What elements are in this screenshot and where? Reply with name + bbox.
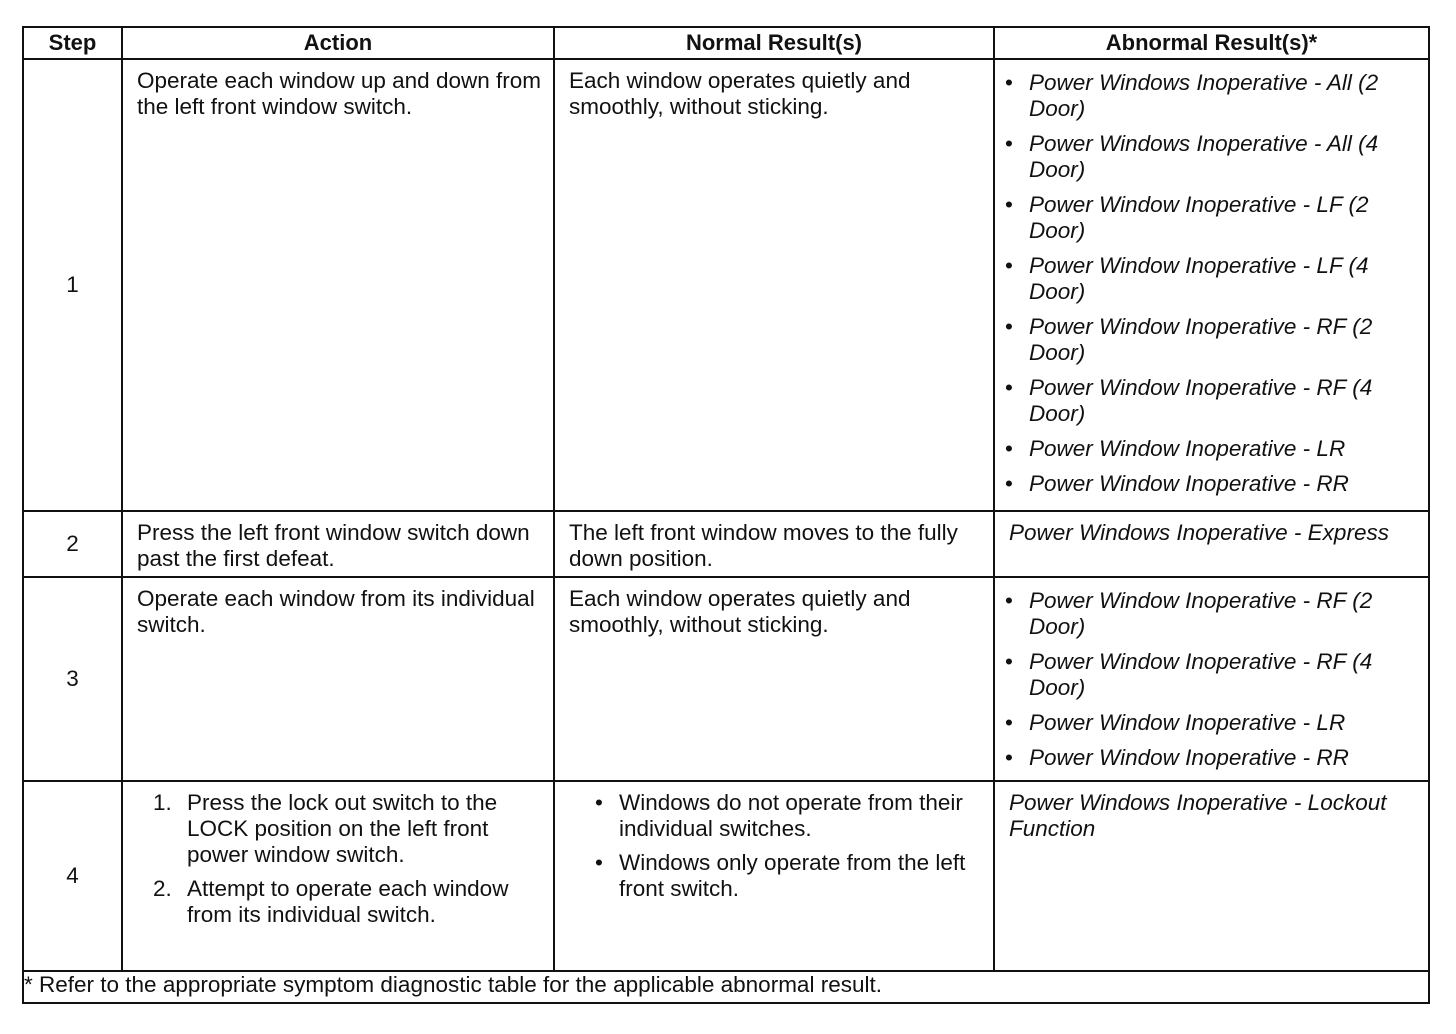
- abnormal-result-item: • Power Window Inoperative - LF (4 Door): [1029, 253, 1420, 305]
- diagnostic-table: [22, 26, 1430, 1004]
- abnormal-result-item: • Power Window Inoperative - RF (4 Door): [1029, 375, 1420, 427]
- abnormal-result-text: Power Windows Inoperative - Express: [1009, 520, 1389, 545]
- header-action: Action: [122, 27, 554, 59]
- abnormal-result-item: • Power Window Inoperative - RF (2 Door): [1029, 314, 1420, 366]
- abnormal-result-cell: [994, 511, 1429, 577]
- action-step-list: [123, 782, 553, 928]
- abnormal-result-item: • Power Window Inoperative - RR: [1029, 745, 1420, 771]
- abnormal-result-item: • Power Window Inoperative - LF (2 Door): [1029, 192, 1420, 244]
- normal-result-cell: [554, 511, 994, 577]
- footnote-row: [23, 971, 1429, 1003]
- abnormal-result-cell: [994, 781, 1429, 971]
- action-cell: [122, 781, 554, 971]
- normal-result-cell: [554, 577, 994, 781]
- step-number: 3: [23, 577, 122, 781]
- action-text: Operate each window from its individual switch.: [137, 586, 535, 637]
- abnormal-result-item: • Power Window Inoperative - RF (2 Door): [1029, 588, 1420, 640]
- footnote: * Refer to the appropriate symptom diagnostic table for the applicable abnormal result.: [23, 971, 1429, 1003]
- normal-result-cell: [554, 59, 994, 511]
- table-row: [23, 511, 1429, 577]
- action-step-number: 2.: [153, 876, 172, 901]
- step-number: 2: [23, 511, 122, 577]
- normal-result-text: Each window operates quietly and smoothly, without sticking.: [569, 586, 911, 637]
- table-row: [23, 781, 1429, 971]
- header-abnormal-results: Abnormal Result(s)*: [994, 27, 1429, 59]
- abnormal-result-item: • Power Windows Inoperative - All (2 Door): [1029, 70, 1420, 122]
- normal-result-text: The left front window moves to the fully down position.: [569, 520, 958, 571]
- action-step-text: Attempt to operate each window from its individual switch.: [187, 876, 509, 927]
- action-step-number: 1.: [153, 790, 172, 815]
- normal-result-cell: [554, 781, 994, 971]
- abnormal-result-cell: [994, 577, 1429, 781]
- header-row: [23, 27, 1429, 59]
- abnormal-result-item: • Power Window Inoperative - LR: [1029, 436, 1420, 462]
- step-number: 4: [23, 781, 122, 971]
- action-text: Press the left front window switch down past the first defeat.: [137, 520, 530, 571]
- table-row: [23, 59, 1429, 511]
- action-cell: [122, 511, 554, 577]
- abnormal-result-text: Power Windows Inoperative - Lockout Function: [1009, 790, 1387, 841]
- action-cell: [122, 59, 554, 511]
- abnormal-result-cell: [994, 59, 1429, 511]
- action-step-text: Press the lock out switch to the LOCK position on the left front power window switch.: [187, 790, 498, 867]
- action-text: Operate each window up and down from the left front window switch.: [137, 68, 541, 119]
- step-number: 1: [23, 59, 122, 511]
- abnormal-result-list: [995, 578, 1428, 771]
- action-step-item: [153, 876, 545, 928]
- action-step-item: [153, 790, 545, 868]
- abnormal-result-list: [995, 60, 1428, 497]
- normal-result-list: [555, 782, 993, 902]
- header-normal-results: Normal Result(s): [554, 27, 994, 59]
- normal-result-text: Each window operates quietly and smoothly, without sticking.: [569, 68, 911, 119]
- action-cell: [122, 577, 554, 781]
- normal-result-item: • Windows do not operate from their individual switches.: [619, 790, 985, 842]
- abnormal-result-item: • Power Window Inoperative - LR: [1029, 710, 1420, 736]
- abnormal-result-item: • Power Window Inoperative - RR: [1029, 471, 1420, 497]
- table-row: [23, 577, 1429, 781]
- abnormal-result-item: • Power Windows Inoperative - All (4 Door): [1029, 131, 1420, 183]
- normal-result-item: • Windows only operate from the left front switch.: [619, 850, 985, 902]
- header-step: Step: [23, 27, 122, 59]
- abnormal-result-item: • Power Window Inoperative - RF (4 Door): [1029, 649, 1420, 701]
